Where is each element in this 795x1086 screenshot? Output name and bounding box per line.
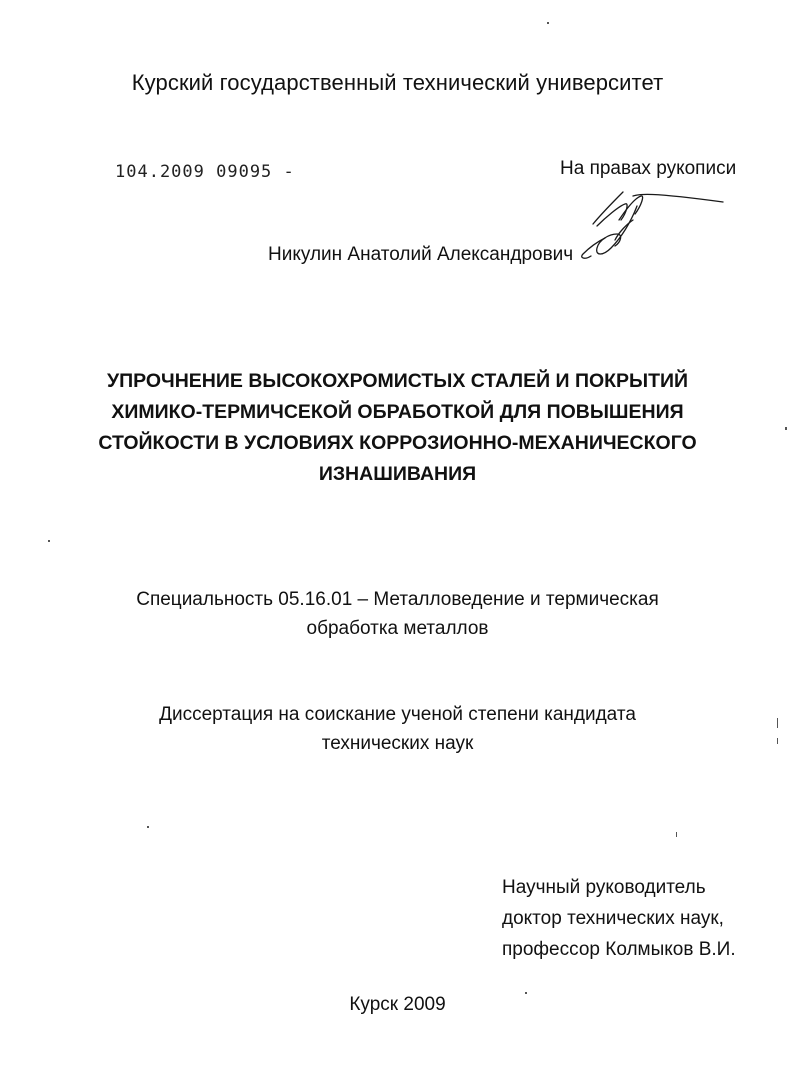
university-name: Курский государственный технический университет bbox=[131, 70, 664, 95]
scan-speck bbox=[547, 22, 549, 24]
title-line: УПРОЧНЕНИЕ ВЫСОКОХРОМИСТЫХ СТАЛЕЙ И ПОКРЫТИЙ bbox=[106, 370, 689, 392]
scan-speck bbox=[785, 427, 787, 430]
title-line: СТОЙКОСТИ В УСЛОВИЯХ КОРРОЗИОННО-МЕХАНИЧЕСКОГО bbox=[98, 432, 697, 454]
dissertation-title bbox=[0, 366, 795, 490]
title-line: ИЗНАШИВАНИЯ bbox=[318, 463, 477, 485]
supervisor-role: Научный руководитель bbox=[502, 877, 706, 898]
scan-speck bbox=[777, 718, 778, 728]
degree-line: технических наук bbox=[321, 733, 474, 754]
author-signature bbox=[575, 182, 725, 272]
scan-speck bbox=[525, 992, 527, 994]
manuscript-note: На правах рукописи bbox=[560, 158, 737, 179]
degree-line: Диссертация на соискание ученой степени кандидата bbox=[159, 704, 636, 725]
supervisor-block bbox=[502, 872, 736, 965]
specialty-line: обработка металлов bbox=[306, 618, 489, 639]
scan-speck bbox=[48, 540, 50, 542]
scan-speck bbox=[147, 826, 149, 828]
scan-speck bbox=[777, 738, 778, 744]
city-year: Курск 2009 bbox=[349, 994, 446, 1015]
specialty-line: Специальность 05.16.01 – Металловедение и термическая bbox=[136, 589, 659, 610]
supervisor-name: профессор Колмыков В.И. bbox=[502, 939, 736, 960]
title-line: ХИМИКО-ТЕРМИЧСЕКОЙ ОБРАБОТКОЙ ДЛЯ ПОВЫШЕНИЯ bbox=[111, 401, 684, 423]
author-name: Никулин Анатолий Александрович bbox=[268, 244, 574, 265]
supervisor-degree: доктор технических наук, bbox=[502, 908, 724, 929]
scan-speck bbox=[676, 832, 677, 837]
degree-statement bbox=[0, 700, 795, 758]
specialty bbox=[0, 585, 795, 643]
call-number: 104.2009 09095 - bbox=[115, 162, 295, 182]
